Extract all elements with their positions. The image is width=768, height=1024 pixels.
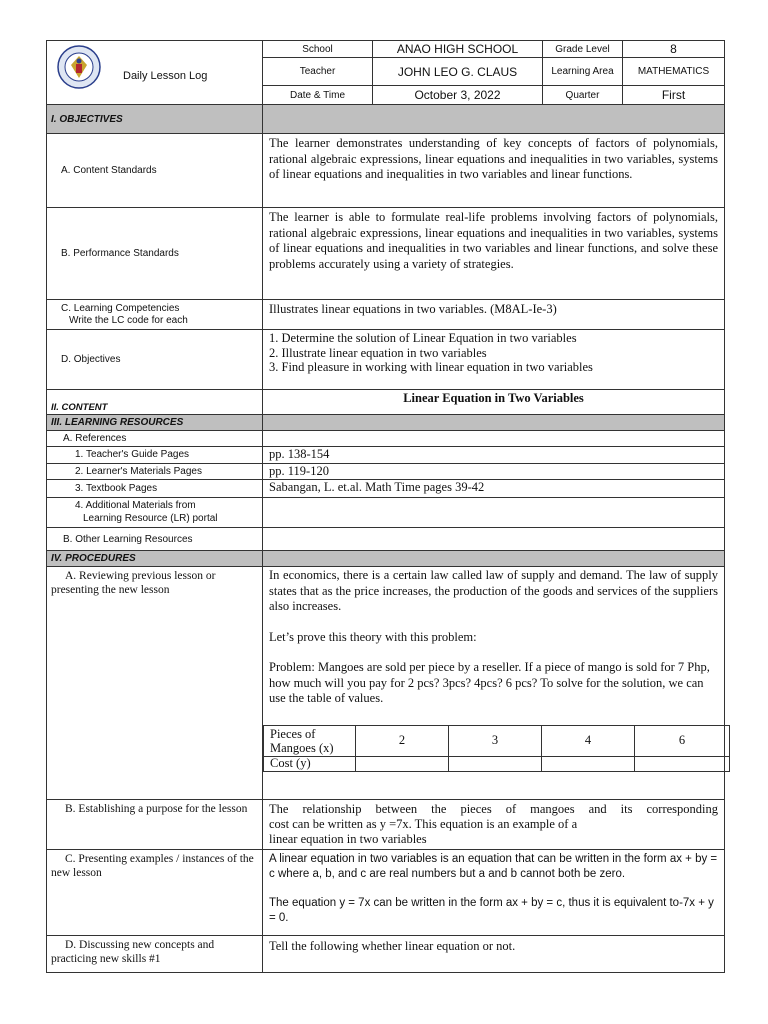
objective-item: 1. Determine the solution of Linear Equation in two variables (269, 331, 577, 345)
cost-value (449, 756, 542, 771)
objectives-heading: I. OBJECTIVES (47, 105, 263, 134)
procedure-d-text: Tell the following whether linear equation or not. (263, 936, 725, 973)
pieces-value: 3 (449, 725, 542, 756)
additional-materials-label: 4. Additional Materials from (75, 500, 196, 511)
grade-level-value: 8 (623, 41, 725, 58)
mango-table (263, 725, 730, 772)
cost-label: Cost (y) (264, 756, 356, 771)
resources-heading: III. LEARNING RESOURCES (47, 415, 263, 431)
learning-competencies-label: C. Learning Competencies (61, 302, 180, 314)
additional-materials-label-2: Learning Resource (LR) portal (83, 512, 218, 524)
cost-value (542, 756, 635, 771)
learning-area-value: MATHEMATICS (623, 58, 725, 86)
additional-materials-value (263, 498, 725, 528)
learners-materials-label: 2. Learner's Materials Pages (47, 463, 263, 480)
objective-item: 3. Find pleasure in working with linear equation in two variables (269, 360, 593, 374)
deped-seal-icon (57, 45, 101, 89)
textbook-label: 3. Textbook Pages (47, 480, 263, 498)
procedure-a-problem: Problem: Mangoes are sold per piece by a reseller. If a piece of mango is sold for 7 Php, how much will you pay for 2 pcs? 3pcs? 4pcs? 6 pcs? To solve for the solution, we can use the table of values. (269, 660, 710, 705)
pieces-label: Pieces of Mangoes (x) (264, 725, 356, 756)
references-label: A. References (47, 431, 263, 447)
resources-heading-fill (263, 415, 725, 431)
additional-materials-cell (47, 498, 263, 528)
other-resources-label: B. Other Learning Resources (47, 528, 263, 551)
lesson-log-table (46, 40, 725, 973)
procedure-c-paragraph: The equation y = 7x can be written in the form ax + by = c, thus it is equivalent to-7x + y = 0. (269, 897, 714, 924)
learners-materials-value: pp. 119-120 (263, 463, 725, 480)
procedure-c-content (263, 850, 725, 936)
quarter-label: Quarter (543, 86, 623, 105)
learning-competencies-cell (47, 300, 263, 330)
date-time-value: October 3, 2022 (373, 86, 543, 105)
grade-level-label: Grade Level (543, 41, 623, 58)
procedure-b-content (263, 800, 725, 850)
teacher-value: JOHN LEO G. CLAUS (373, 58, 543, 86)
school-label: School (263, 41, 373, 58)
quarter-value: First (623, 86, 725, 105)
content-standards-label: A. Content Standards (47, 134, 263, 208)
procedure-a-label: A. Reviewing previous lesson or presenting the new lesson (47, 567, 263, 800)
daily-lesson-log (46, 40, 724, 973)
objectives-label: D. Objectives (47, 330, 263, 390)
procedure-a-paragraph: Let’s prove this theory with this problem: (269, 629, 477, 644)
procedure-a-content (263, 567, 725, 800)
content-heading: II. CONTENT (47, 390, 263, 415)
procedure-b-line: cost can be written as y =7x. This equation is an example of a (269, 817, 578, 831)
procedure-b-line: The relationship between the pieces of mangoes and its corresponding (269, 802, 718, 816)
objectives-heading-fill (263, 105, 725, 134)
cost-value (635, 756, 730, 771)
performance-standards-text: The learner is able to formulate real-life problems involving factors of polynomials, rational algebraic expressions, linear equations and inequalities in two variables, systems of linear equations and inequalities in two variables and linear functions, and solve these problems accurately using a variety of strategies. (263, 208, 725, 300)
procedure-b-line: linear equation in two variables (269, 832, 427, 846)
school-value: ANAO HIGH SCHOOL (373, 41, 543, 58)
header-title-cell (47, 41, 263, 105)
teachers-guide-label: 1. Teacher's Guide Pages (47, 447, 263, 464)
teachers-guide-value: pp. 138-154 (263, 447, 725, 464)
procedure-d-label: D. Discussing new concepts and practicing new skills #1 (47, 936, 263, 973)
textbook-value: Sabangan, L. et.al. Math Time pages 39-42 (263, 480, 725, 498)
header-title: Daily Lesson Log (123, 70, 208, 82)
references-value (263, 431, 725, 447)
teacher-label: Teacher (263, 58, 373, 86)
date-time-label: Date & Time (263, 86, 373, 105)
procedures-heading: IV. PROCEDURES (47, 551, 263, 567)
procedure-c-label: C. Presenting examples / instances of the new lesson (47, 850, 263, 936)
other-resources-value (263, 528, 725, 551)
procedure-b-label: B. Establishing a purpose for the lesson (47, 800, 263, 850)
procedure-a-paragraph: In economics, there is a certain law called law of supply and demand. The law of supply states that as the price increases, the production of the goods and services of the suppliers also increases. (269, 568, 718, 613)
pieces-value: 4 (542, 725, 635, 756)
content-topic: Linear Equation in Two Variables (263, 390, 725, 415)
cost-value (356, 756, 449, 771)
objectives-list (263, 330, 725, 390)
pieces-value: 2 (356, 725, 449, 756)
performance-standards-label: B. Performance Standards (47, 208, 263, 300)
learning-competencies-sublabel: Write the LC code for each (69, 314, 188, 326)
learning-area-label: Learning Area (543, 58, 623, 86)
objective-item: 2. Illustrate linear equation in two variables (269, 345, 487, 360)
content-standards-text: The learner demonstrates understanding of key concepts of factors of polynomials, rational algebraic expressions, linear equations and inequalities in two variables, systems of linear equations and inequalities in two variables and linear functions. (263, 134, 725, 208)
procedure-c-paragraph: A linear equation in two variables is an equation that can be written in the form ax + by = c where a, b, and c are real numbers but a and b cannot both be zero. (269, 853, 718, 880)
learning-competencies-text: Illustrates linear equations in two variables. (M8AL-Ie-3) (263, 300, 725, 330)
pieces-value: 6 (635, 725, 730, 756)
procedures-heading-fill (263, 551, 725, 567)
